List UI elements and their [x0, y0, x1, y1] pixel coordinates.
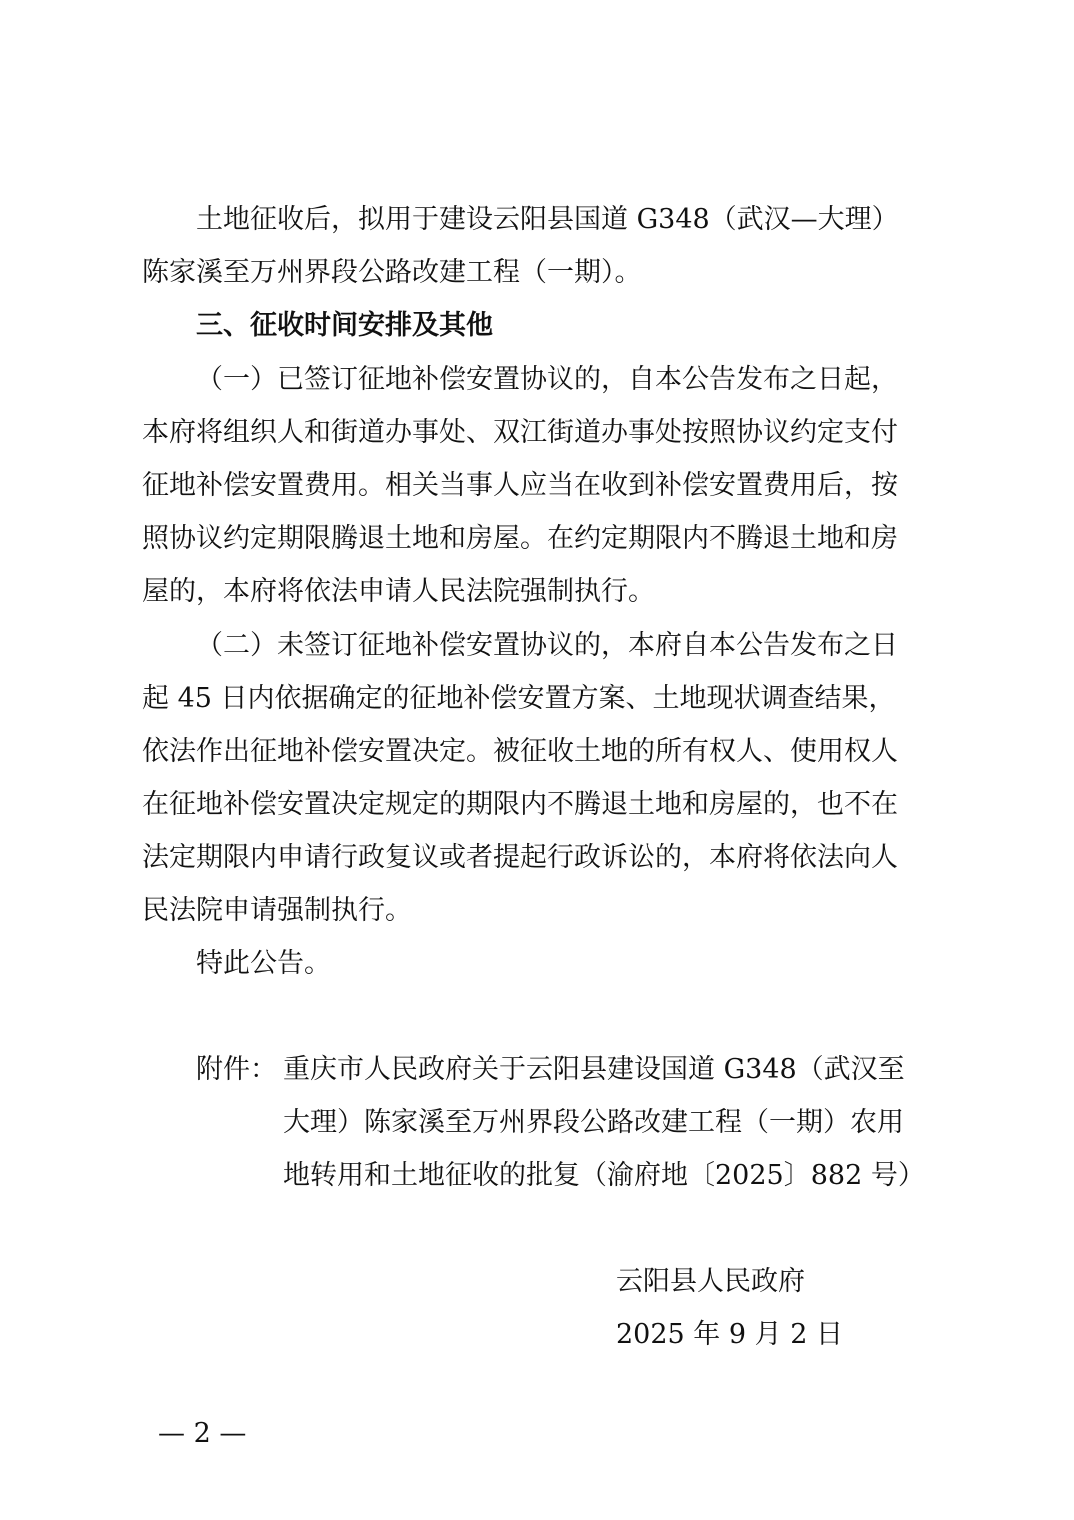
closing-text: 特此公告。	[196, 948, 331, 979]
text-line: 屋的，本府将依法申请人民法院强制执行。	[142, 576, 655, 607]
text-line: 法定期限内申请行政复议或者提起行政诉讼的，本府将依法向人	[142, 842, 898, 873]
issuer-name: 云阳县人民政府	[616, 1266, 805, 1297]
attachment-line: 重庆市人民政府关于云阳县建设国道 G348（武汉至	[283, 1054, 905, 1085]
text-line: 征地补偿安置费用。相关当事人应当在收到补偿安置费用后，按	[142, 470, 898, 501]
attachment-line: 地转用和土地征收的批复（渝府地〔2025〕882 号）	[283, 1160, 925, 1191]
text-line: 土地征收后，拟用于建设云阳县国道 G348（武汉—大理）	[196, 204, 899, 235]
text-line: （一）已签订征地补偿安置协议的，自本公告发布之日起，	[196, 364, 898, 395]
text-line: 本府将组织人和街道办事处、双江街道办事处按照协议约定支付	[142, 417, 898, 448]
attachment-label: 附件：	[196, 1054, 277, 1085]
text-line: 在征地补偿安置决定规定的期限内不腾退土地和房屋的，也不在	[142, 789, 898, 820]
text-line: （二）未签订征地补偿安置协议的，本府自本公告发布之日	[196, 630, 898, 661]
section-heading: 三、征收时间安排及其他	[196, 310, 493, 341]
attachment-line: 大理）陈家溪至万州界段公路改建工程（一期）农用	[283, 1107, 904, 1138]
text-line: 依法作出征地补偿安置决定。被征收土地的所有权人、使用权人	[142, 736, 898, 767]
text-line: 照协议约定期限腾退土地和房屋。在约定期限内不腾退土地和房	[142, 523, 898, 554]
page-number: — 2 —	[158, 1418, 247, 1449]
text-line: 起 45 日内依据确定的征地补偿安置方案、土地现状调查结果，	[142, 683, 896, 714]
issue-date: 2025 年 9 月 2 日	[616, 1319, 843, 1350]
text-line: 陈家溪至万州界段公路改建工程（一期）。	[142, 257, 642, 288]
text-line: 民法院申请强制执行。	[142, 895, 412, 926]
